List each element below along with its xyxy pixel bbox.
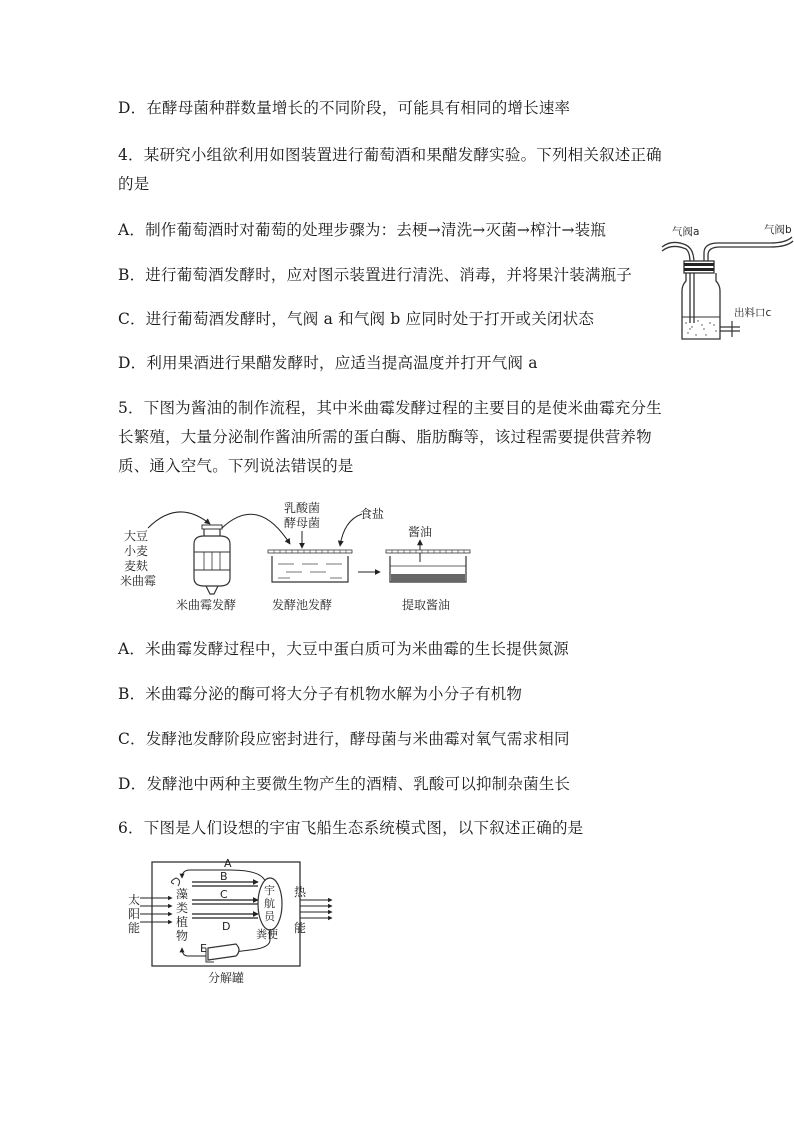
step-aspergillus-fermentation: 米曲霉发酵 <box>176 598 237 612</box>
astronaut-char-2: 航 <box>264 897 275 910</box>
q4-option-b: B．进行葡萄酒发酵时，应对图示装置进行清洗、消毒，并将果汁装满瓶子 <box>118 266 632 284</box>
input-bran: 麦麸 <box>124 559 149 573</box>
q5-option-a: A．米曲霉发酵过程中，大豆中蛋白质可为米曲霉的生长提供氮源 <box>118 640 569 658</box>
feces-label: 粪便 <box>256 928 278 941</box>
algae-char-3: 植 <box>176 915 189 929</box>
soy-sauce-process-figure <box>118 498 478 616</box>
q5-option-c: C．发酵池发酵阶段应密封进行，酵母菌与米曲霉对氧气需求相同 <box>118 730 570 748</box>
q3-option-d: D．在酵母菌种群数量增长的不同阶段，可能具有相同的增长速率 <box>118 99 571 117</box>
arrow-label-b: B <box>220 870 228 883</box>
heat-char-2: 能 <box>294 921 307 935</box>
arrow-label-d: D <box>222 920 231 933</box>
outlet-c-label: 出料口c <box>734 307 772 319</box>
input-wheat: 小麦 <box>124 544 149 558</box>
astronaut-char-3: 员 <box>264 910 275 923</box>
heat-char-1: 热 <box>294 885 307 899</box>
microbe-yeast: 酵母菌 <box>284 516 321 530</box>
step-extract-soy-sauce: 提取酱油 <box>402 598 451 612</box>
soy-sauce-label: 酱油 <box>408 525 433 539</box>
arrow-label-a: A <box>224 857 232 870</box>
arrow-label-e: E <box>200 942 207 955</box>
algae-char-4: 物 <box>176 929 189 943</box>
sun-char-1: 太 <box>128 893 141 907</box>
input-soybean: 大豆 <box>124 529 149 543</box>
q4-stem-line2: 的是 <box>118 175 150 193</box>
arrow-label-c: C <box>220 888 228 901</box>
input-aspergillus: 米曲霉 <box>120 574 157 588</box>
q6-stem: 6．下图是人们设想的宇宙飞船生态系统模式图，以下叙述正确的是 <box>118 819 584 837</box>
q4-stem-line1: 4．某研究小组欲利用如图装置进行葡萄酒和果醋发酵实验。下列相关叙述正确 <box>118 146 662 164</box>
algae-char-2: 类 <box>176 901 189 915</box>
step-pool-fermentation: 发酵池发酵 <box>272 598 333 612</box>
sun-char-2: 阳 <box>128 907 141 921</box>
q5-option-d: D．发酵池中两种主要微生物产生的酒精、乳酸可以抑制杂菌生长 <box>118 775 571 793</box>
algae-char-1: 藻 <box>176 887 189 901</box>
sun-char-3: 能 <box>128 921 141 935</box>
salt-label: 食盐 <box>360 507 385 521</box>
spaceship-ecosystem-figure <box>124 856 354 990</box>
valve-b-label: 气阀b <box>764 224 792 236</box>
astronaut-char-1: 宇 <box>264 884 275 897</box>
q5-option-b: B．米曲霉分泌的酶可将大分子有机物水解为小分子有机物 <box>118 685 523 703</box>
decomposer-tank-label: 分解罐 <box>208 971 245 985</box>
q5-stem-line1: 5．下图为酱油的制作流程，其中米曲霉发酵过程的主要目的是使米曲霉充分生 <box>118 399 662 417</box>
valve-a-label: 气阀a <box>672 226 700 238</box>
fermentation-bottle-figure <box>660 215 794 345</box>
q5-stem-line2: 长繁殖，大量分泌制作酱油所需的蛋白酶、脂肪酶等，该过程需要提供营养物 <box>118 428 652 446</box>
q4-option-d: D．利用果酒进行果醋发酵时，应适当提高温度并打开气阀 a <box>118 354 538 372</box>
q4-option-c: C．进行葡萄酒发酵时，气阀 a 和气阀 b 应同时处于打开或关闭状态 <box>118 310 595 328</box>
q4-option-a: A．制作葡萄酒时对葡萄的处理步骤为：去梗→清洗→灭菌→榨汁→装瓶 <box>118 221 607 239</box>
q5-stem-line3: 质、通入空气。下列说法错误的是 <box>118 457 354 475</box>
microbe-lactobacillus: 乳酸菌 <box>284 501 321 515</box>
